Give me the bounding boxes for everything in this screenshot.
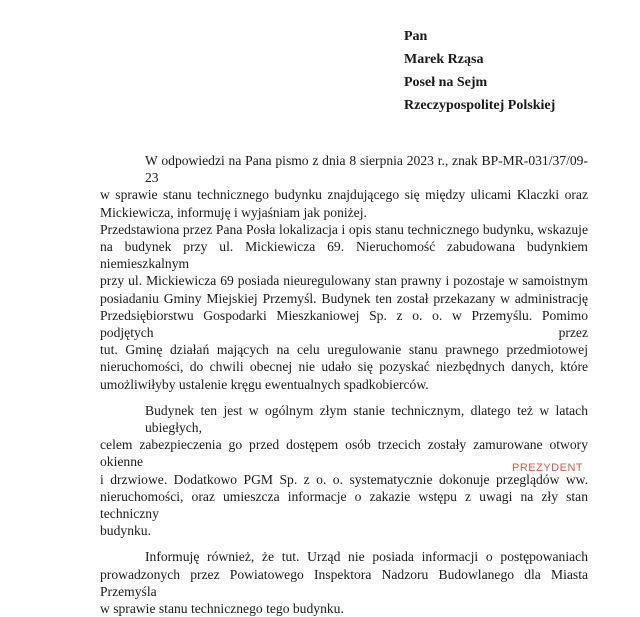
- body-line: w sprawie stanu technicznego budynku znajdującego się między ulicami Klaczki oraz: [100, 187, 588, 203]
- body-line: nieruchomości, do chwili obecnej nie udało się pozyskać niezbędnych danych, które: [100, 359, 588, 375]
- signature-stamp: PREZYDENT: [512, 462, 584, 474]
- body-line: w sprawie stanu technicznego tego budynku.: [100, 601, 344, 617]
- body-line: i drzwiowe. Dodatkowo PGM Sp. z o. o. systematycznie dokonuje przeglądów ww.: [100, 471, 588, 487]
- body-line: Informuję również, że tut. Urząd nie posiada informacji o postępowaniach: [145, 549, 588, 565]
- body-line: Przedsiębiorstwu Gospodarki Mieszkaniowej Sp. z o. o. w Przemyślu. Pomimo podjętych przez: [100, 307, 588, 341]
- addressee-block: [404, 25, 555, 117]
- addressee-title: Poseł na Sejm: [404, 75, 488, 90]
- letter-body: [100, 152, 588, 617]
- body-line: na budynek przy ul. Mickiewicza 69. Nieruchomość zabudowana budynkiem niemieszkalnym: [100, 239, 588, 272]
- addressee-salutation: Pan: [404, 29, 428, 44]
- body-line: celem zabezpieczenia go przed dostępem osób trzecich zostały zamurowane otwory okienne: [100, 437, 588, 470]
- body-line: prowadzonych przez Powiatowego Inspektora Nadzoru Budowlanego dla Miasta Przemyśla: [100, 566, 588, 599]
- body-line: W odpowiedzi na Pana pismo z dnia 8 sierpnia 2023 r., znak BP-MR-031/37/09-23: [145, 153, 588, 186]
- body-line: Mickiewicza, informuję i wyjaśniam jak poniżej.: [100, 204, 367, 220]
- body-line: Przedstawiona przez Pana Posła lokalizacja i opis stanu technicznego budynku, wskazuje: [100, 221, 588, 237]
- addressee-country: Rzeczypospolitej Polskiej: [404, 98, 556, 113]
- body-line: posiadaniu Gminy Miejskiej Przemyśl. Budynek ten został przekazany w administrację: [100, 290, 588, 306]
- body-line: Budynek ten jest w ogólnym złym stanie technicznym, dlatego też w latach ubiegłych,: [145, 402, 588, 436]
- body-line: umożliwiłyby ustalenie kręgu ewentualnych spadkobierców.: [100, 376, 429, 392]
- body-line: budynku.: [100, 523, 151, 539]
- body-line: przy ul. Mickiewicza 69 posiada nieuregulowany stan prawny i pozostaje w samoistnym: [100, 273, 588, 289]
- body-line: nieruchomości, oraz umieszcza informacje o zakazie wstępu z uwagi na zły stan techniczny: [100, 488, 588, 522]
- body-line: tut. Gminę działań mających na celu uregulowanie stanu prawnego przedmiotowej: [100, 342, 588, 358]
- addressee-name: Marek Rząsa: [404, 52, 484, 67]
